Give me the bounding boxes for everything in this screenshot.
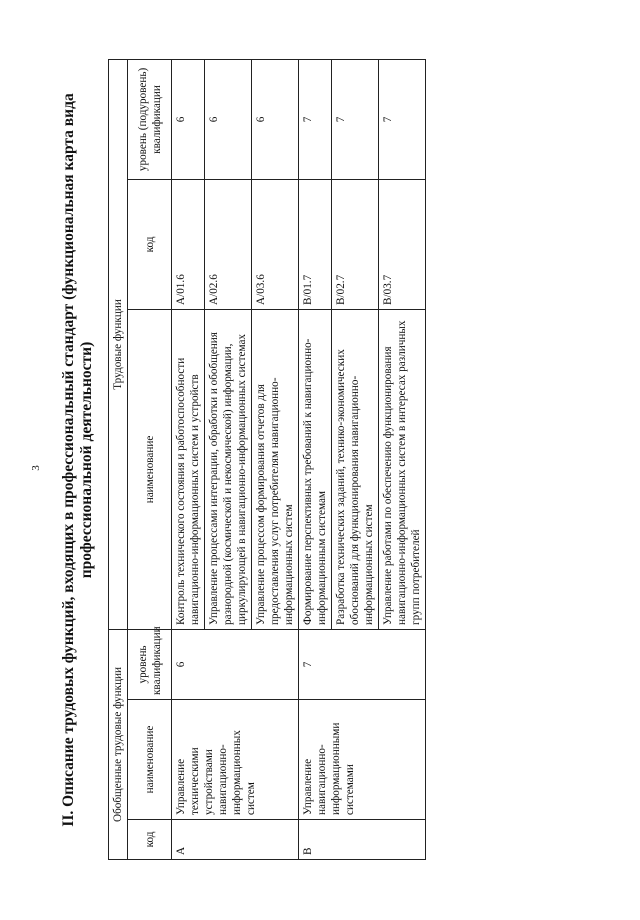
function-code: A/01.6 <box>172 179 205 309</box>
header-function-code: код <box>128 179 172 309</box>
function-sublevel: 7 <box>332 59 379 179</box>
group-code: A <box>172 820 299 860</box>
header-name: наименование <box>128 700 172 820</box>
function-code: B/02.7 <box>332 179 379 309</box>
header-sublevel: уровень (подуровень) квалификации <box>128 59 172 179</box>
function-sublevel: 7 <box>299 59 332 179</box>
header-level: уровень квалификации <box>128 629 172 699</box>
header-code: код <box>128 820 172 860</box>
header-generalized-functions: Обобщенные трудовые функции <box>109 629 128 859</box>
function-sublevel: 6 <box>205 59 252 179</box>
function-code: B/03.7 <box>379 179 426 309</box>
group-name: Управление навигационно-информационными системами <box>299 700 426 820</box>
rotated-page-content <box>60 60 620 860</box>
header-labor-functions: Трудовые функции <box>109 59 128 629</box>
function-name: Контроль технического состояния и работоспособности навигационно-информационных систем и устройств <box>172 309 205 629</box>
section-title-line-2: профессиональной деятельности) <box>78 341 95 579</box>
function-code: A/02.6 <box>205 179 252 309</box>
function-name: Управление работами по обеспечению функционирования навигационно-информационных систем в интересах различных групп потребителей <box>379 309 426 629</box>
header-row-1 <box>109 59 128 859</box>
header-function-name: наименование <box>128 309 172 629</box>
group-level: 6 <box>172 629 299 699</box>
function-name: Разработка технических заданий, технико-экономических обоснований для функционирования навигационно-информационных систем <box>332 309 379 629</box>
function-name: Управление процессом формирования отчетов для предоставления услуг потребителям навигационно-информационных систем <box>252 309 299 629</box>
function-code: B/01.7 <box>299 179 332 309</box>
function-name: Формирование перспективных требований к навигационно-информационным системам <box>299 309 332 629</box>
functional-map-table <box>108 59 426 860</box>
header-row-2 <box>128 59 172 859</box>
group-level: 7 <box>299 629 426 699</box>
function-name: Управление процессами интеграции, обработки и обобщения разнородной (космической и некосмической) информации, циркулирующей в навигационно-информационных системах <box>205 309 252 629</box>
group-code: B <box>299 820 426 860</box>
table-row <box>172 59 205 859</box>
function-sublevel: 6 <box>252 59 299 179</box>
function-code: A/03.6 <box>252 179 299 309</box>
table-row <box>299 59 332 859</box>
function-sublevel: 6 <box>172 59 205 179</box>
function-sublevel: 7 <box>379 59 426 179</box>
page-number: 3 <box>29 465 42 471</box>
section-title <box>60 60 96 860</box>
section-title-line-1: II. Описание трудовых функций, входящих в профессиональный стандарт (функциональная карта вида <box>60 93 77 827</box>
group-name: Управление техническими устройствами навигационно-информационных систем <box>172 700 299 820</box>
